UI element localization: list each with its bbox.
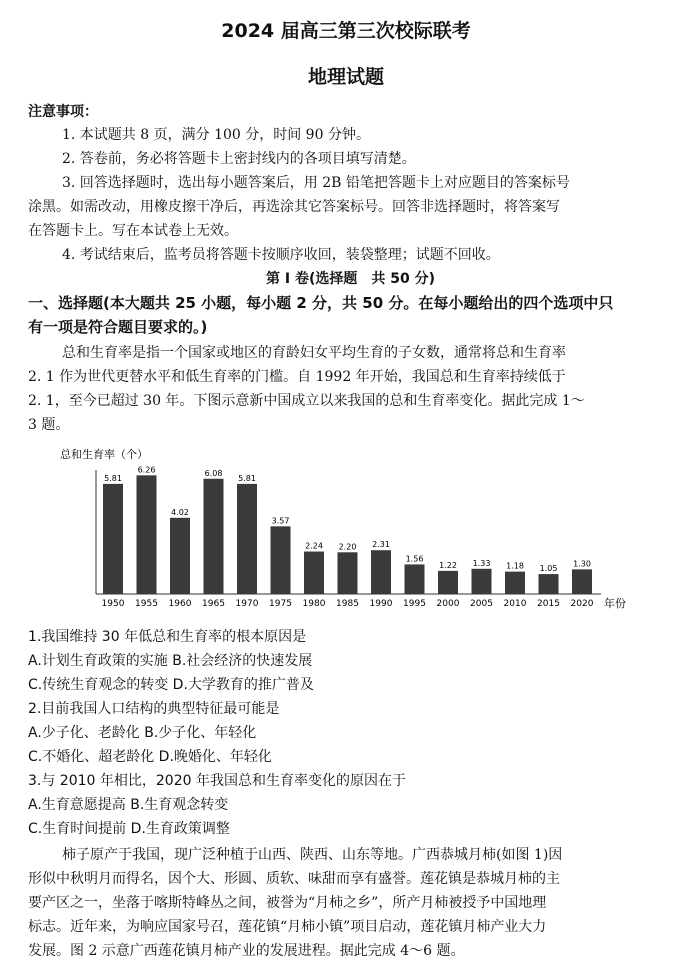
passage-line: 3 题。: [28, 417, 70, 433]
question-options: A.少子化、老龄化 B.少子化、年轻化: [28, 725, 257, 741]
notice-item: 3. 回答选择题时，选出每小题答案后，用 2B 铅笔把答题卡上对应题目的答案标号: [62, 175, 570, 191]
x-tick-label: 2015: [537, 599, 560, 609]
passage-line: 形似中秋明月而得名，因个大、形圆、质软、味甜而享有盛誉。莲花镇是恭城月柿的主: [28, 871, 560, 887]
x-tick-label: 1985: [336, 599, 359, 609]
x-tick-label: 1970: [235, 599, 259, 609]
bar-value-label: 1.33: [472, 558, 491, 568]
bar-value-label: 2.20: [338, 542, 357, 552]
passage-line: 总和生育率是指一个国家或地区的育龄妇女平均生育的子女数，通常将总和生育率: [62, 345, 566, 361]
x-tick-label: 2000: [436, 599, 460, 609]
subject-title: 地理试题: [307, 66, 384, 88]
section-instruction: 有一项是符合题目要求的。): [28, 318, 208, 336]
x-tick-label: 2010: [503, 599, 527, 609]
bar-1955: [137, 475, 157, 594]
passage-line: 要产区之一，坐落于喀斯特峰丛之间，被誉为“月柿之乡”，所产月柿被授予中国地理: [28, 895, 547, 911]
notice-item: 4. 考试结束后，监考员将答题卡按顺序收回，装袋整理；试题不回收。: [62, 247, 500, 263]
bar-2005: [472, 569, 492, 594]
question-options: C.传统生育观念的转变 D.大学教育的推广普及: [28, 677, 314, 693]
question-stem: 3.与 2010 年相比，2020 年我国总和生育率变化的原因在于: [28, 773, 406, 789]
question-stem: 1.我国维持 30 年低总和生育率的根本原因是: [28, 629, 307, 645]
bar-2020: [572, 569, 592, 594]
bar-value-label: 6.08: [204, 468, 223, 478]
bar-1980: [304, 552, 324, 594]
passage-line: 2. 1，至今已超过 30 年。下图示意新中国成立以来我国的总和生育率变化。据此完成 1～: [28, 393, 585, 409]
bar-1965: [204, 479, 224, 594]
x-tick-label: 1960: [168, 599, 192, 609]
passage-line: 2. 1 作为世代更替水平和低生育率的门槛。自 1992 年开始，我国总和生育率持续低于: [28, 369, 566, 385]
bar-2015: [539, 574, 559, 594]
passage-line: 发展。图 2 示意广西莲花镇月柿产业的发展进程。据此完成 4～6 题。: [28, 943, 465, 959]
bar-1960: [170, 518, 190, 594]
bar-value-label: 5.81: [238, 473, 256, 483]
notice-item: 涂黑。如需改动，用橡皮擦干净后，再选涂其它答案标号。回答非选择题时，将答案写: [28, 199, 560, 215]
x-tick-label: 1950: [101, 599, 125, 609]
bar-2000: [438, 571, 458, 594]
question-options: A.计划生育政策的实施 B.社会经济的快速发展: [28, 653, 313, 669]
bar-1950: [103, 484, 123, 594]
bar-value-label: 1.56: [405, 554, 424, 564]
bar-value-label: 1.22: [439, 560, 457, 570]
notice-item: 在答题卡上。写在本试卷上无效。: [28, 223, 238, 239]
bar-value-label: 4.02: [171, 507, 189, 517]
notice-item: 2. 答卷前，务必将答题卡上密封线内的各项目填写清楚。: [62, 151, 416, 167]
x-tick-label: 2005: [470, 599, 493, 609]
chart-ylabel: 总和生育率（个）: [60, 448, 148, 461]
passage-line: 标志。近年来，为响应国家号召，莲花镇“月柿小镇”项目启动，莲花镇月柿产业大力: [28, 919, 547, 935]
section-title: 第 Ⅰ 卷(选择题 共 50 分): [266, 271, 435, 287]
bar-1995: [405, 564, 425, 594]
notice-heading: 注意事项：: [28, 104, 98, 120]
bar-2010: [505, 572, 525, 594]
passage-line: 柿子原产于我国，现广泛种植于山西、陕西、山东等地。广西恭城月柿(如图 1)因: [62, 847, 563, 863]
x-tick-label: 1975: [269, 599, 292, 609]
x-tick-label: 1965: [202, 599, 225, 609]
x-tick-label: 1995: [403, 599, 426, 609]
bar-value-label: 6.26: [137, 465, 156, 475]
bar-1990: [371, 550, 391, 594]
bar-value-label: 3.57: [271, 516, 290, 526]
exam-title: 2024 届高三第三次校际联考: [221, 20, 471, 42]
chart-xlabel: 年份: [604, 597, 626, 610]
question-options: C.不婚化、超老龄化 D.晚婚化、年轻化: [28, 749, 272, 765]
question-options: C.生育时间提前 D.生育政策调整: [28, 821, 230, 837]
bar-value-label: 2.24: [305, 541, 323, 551]
x-tick-label: 1955: [135, 599, 158, 609]
x-tick-label: 1990: [369, 599, 393, 609]
notice-item: 1. 本试题共 8 页，满分 100 分，时间 90 分钟。: [62, 127, 370, 143]
fertility-rate-chart: [56, 444, 636, 614]
bar-value-label: 2.31: [372, 540, 390, 550]
question-options: A.生育意愿提高 B.生育观念转变: [28, 797, 229, 813]
bar-value-label: 1.30: [573, 559, 591, 569]
bar-1975: [271, 526, 291, 594]
section-instruction: 一、选择题(本大题共 25 小题，每小题 2 分，共 50 分。在每小题给出的四个选项中只: [28, 294, 614, 312]
question-stem: 2.目前我国人口结构的典型特征最可能是: [28, 701, 280, 717]
bar-1970: [237, 484, 257, 594]
bar-value-label: 5.81: [104, 473, 122, 483]
x-tick-label: 2020: [570, 599, 594, 609]
x-tick-label: 1980: [302, 599, 326, 609]
bar-value-label: 1.05: [539, 564, 558, 574]
bar-1985: [338, 552, 358, 594]
bar-value-label: 1.18: [506, 561, 524, 571]
